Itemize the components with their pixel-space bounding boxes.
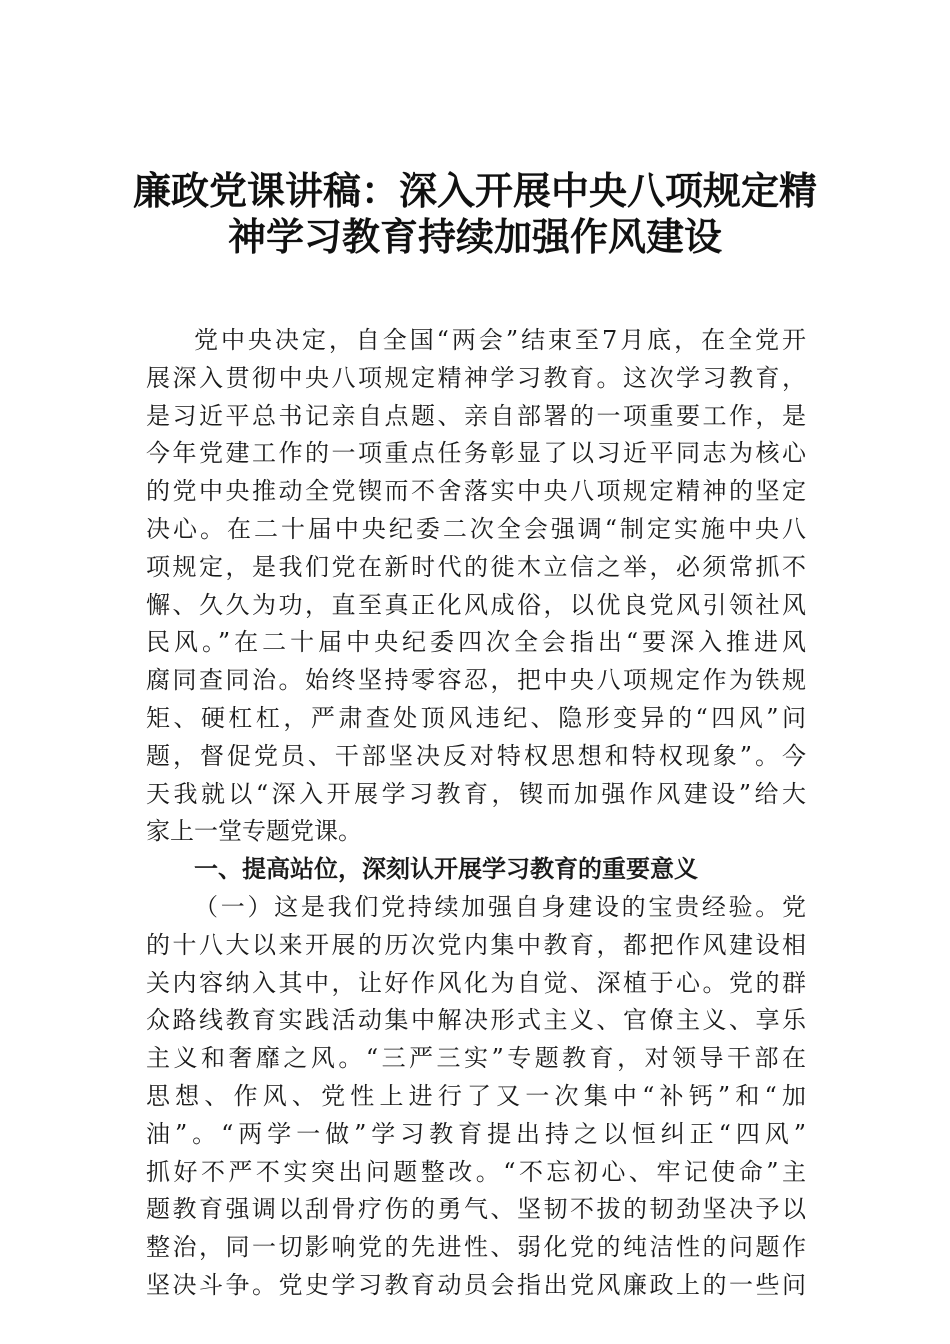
text-line: 家上一堂专题党课。	[146, 817, 362, 846]
document-title-line-1: 廉政党课讲稿：深入开展中央八项规定精	[132, 168, 817, 213]
text-line: 众路线教育实践活动集中解决形式主义、官僚主义、享乐	[146, 1006, 806, 1035]
paragraph-section-1-1	[146, 889, 806, 1305]
text-line: 油”。“两学一做”学习教育提出持之以恒纠正“四风”	[146, 1119, 806, 1148]
text-line: 党中央决定，自全国“两会”结束至7月底，在全党开	[194, 326, 806, 354]
text-line: 天我就以“深入开展学习教育，锲而加强作风建设”给大	[146, 779, 806, 808]
text-line: 腐同查同治。始终坚持零容忍，把中央八项规定作为铁规	[146, 666, 806, 695]
document-body	[146, 322, 806, 1305]
text-line: 整治，同一切影响党的先进性、弱化党的纯洁性的问题作	[146, 1233, 806, 1262]
text-line: 的十八大以来开展的历次党内集中教育，都把作风建设相	[146, 930, 806, 959]
document-title-line-2: 神学习教育持续加强作风建设	[227, 214, 722, 259]
section-heading-1: 一、提高站位，深刻认开展学习教育的重要意义	[194, 855, 698, 884]
text-line: 展深入贯彻中央八项规定精神学习教育。这次学习教育，	[146, 363, 806, 392]
text-line: 今年党建工作的一项重点任务彰显了以习近平同志为核心	[146, 439, 806, 468]
text-line: 题教育强调以刮骨疗伤的勇气、坚韧不拔的韧劲坚决予以	[146, 1195, 806, 1224]
text-line: 思想、作风、党性上进行了又一次集中“补钙”和“加	[146, 1081, 806, 1110]
text-line: 民风。”在二十届中央纪委四次全会指出“要深入推进风	[146, 628, 806, 657]
text-line: 矩、硬杠杠，严肃查处顶风违纪、隐形变异的“四风”问	[146, 703, 806, 732]
text-line: 懈、久久为功，直至真正化风成俗，以优良党风引领社风	[146, 590, 806, 619]
text-line: 决心。在二十届中央纪委二次全会强调“制定实施中央八	[146, 514, 806, 543]
text-line: 是习近平总书记亲自点题、亲自部署的一项重要工作，是	[146, 401, 806, 430]
paragraph-intro	[146, 322, 806, 851]
text-line: 的党中央推动全党锲而不舍落实中央八项规定精神的坚定	[146, 477, 806, 506]
text-line: 项规定，是我们党在新时代的徙木立信之举，必须常抓不	[146, 552, 806, 581]
text-line: 坚决斗争。党史学习教育动员会指出党风廉政上的一些问	[146, 1270, 806, 1299]
text-line: 主义和奢靡之风。“三严三实”专题教育，对领导干部在	[146, 1044, 806, 1073]
text-line: （一）这是我们党持续加强自身建设的宝贵经验。党	[194, 892, 806, 921]
text-line: 题，督促党员、干部坚决反对特权思想和特权现象”。今	[146, 741, 806, 770]
text-line: 抓好不严不实突出问题整改。“不忘初心、牢记使命”主	[146, 1157, 806, 1186]
text-line: 关内容纳入其中，让好作风化为自觉、深植于心。党的群	[146, 968, 806, 997]
